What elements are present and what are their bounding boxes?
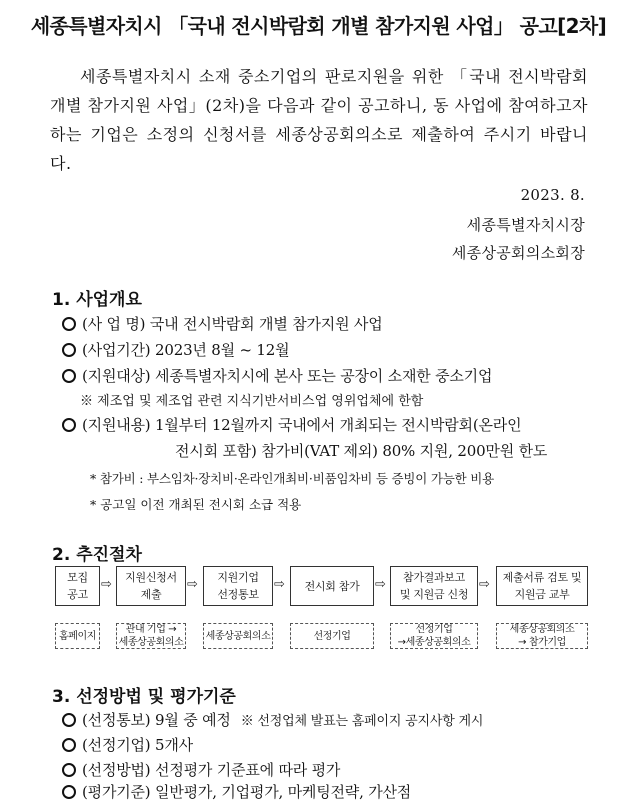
actor-company-to-chamber: 선정기업 →세종상공회의소 [390, 623, 478, 649]
actor-homepage: 홈페이지 [55, 623, 100, 649]
item-text: (선정기업) 5개사 [82, 736, 193, 754]
step-review-payment: 제출서류 검토 및 지원금 교부 [496, 566, 588, 606]
step-selection-notice: 지원기업 선정통보 [203, 566, 273, 606]
actor-selected-company: 선정기업 [290, 623, 374, 649]
item-text: (평가기준) 일반평가, 기업평가, 마케팅전략, 가산점 [82, 783, 412, 801]
section1-heading: 1. 사업개요 [52, 290, 142, 310]
circle-bullet-icon [62, 713, 76, 727]
target-note: ※ 제조업 및 제조업 관련 지식기반서비스업 영위업체에 한함 [80, 394, 424, 409]
section1-item-target [62, 365, 492, 386]
section3-item-criteria [62, 781, 411, 802]
actor-applicant: 관내 기업 → 세종상공회의소 [116, 623, 186, 649]
section1-item-name [62, 313, 383, 334]
item-text: (선정방법) 선정평가 기준표에 따라 평가 [82, 761, 341, 779]
step-recruit-notice: 모집 공고 [55, 566, 100, 606]
page-title: 세종특별자치시 「국내 전시박람회 개별 참가지원 사업」 공고[2차] [30, 14, 607, 38]
circle-bullet-icon [62, 418, 76, 432]
item-text: (지원내용) 1월부터 12월까지 국내에서 개최되는 전시박람회(온라인 [82, 416, 522, 434]
item-text: (사 업 명) 국내 전시박람회 개별 참가지원 사업 [82, 315, 383, 333]
circle-bullet-icon [62, 763, 76, 777]
circle-bullet-icon [62, 369, 76, 383]
arrow-icon: ⇨ [274, 577, 285, 592]
circle-bullet-icon [62, 343, 76, 357]
intro-text: 세종특별자치시 소재 중소기업의 판로지원을 위한 「국내 전시박람회 개별 참가지원 사업」(2차)을 다음과 같이 공고하니, 동 사업에 참여하고자 하는 기업은 소정의 신청서를 세종상공회의소로 제출하여 주시기 바랍니다. [50, 67, 588, 173]
item-text: (지원대상) 세종특별자치시에 본사 또는 공장이 소재한 중소기업 [82, 367, 493, 385]
notice-note: ※ 선정업체 발표는 홈페이지 공지사항 게시 [240, 714, 484, 729]
issuer-chamber: 세종상공회의소회장 [451, 244, 585, 262]
cost-note: * 참가비 : 부스임차·장치비·온라인개최비·비품임차비 등 증빙이 가능한 비용 [90, 471, 495, 486]
arrow-icon: ⇨ [375, 577, 386, 592]
section2-heading: 2. 추진절차 [52, 545, 142, 565]
arrow-icon: ⇨ [479, 577, 490, 592]
circle-bullet-icon [62, 738, 76, 752]
section1-item-period [62, 339, 289, 360]
step-application: 지원신청서 제출 [116, 566, 186, 606]
arrow-icon: ⇨ [101, 577, 112, 592]
notice-date: 2023. 8. [520, 186, 585, 204]
section3-heading: 3. 선정방법 및 평가기준 [52, 687, 236, 707]
item-text: (사업기간) 2023년 8월 ~ 12월 [82, 341, 290, 359]
section1-item-content [62, 414, 521, 435]
item-text: (선정통보) 9월 중 예정 [82, 711, 231, 729]
intro-paragraph [50, 62, 588, 178]
section3-item-count [62, 734, 193, 755]
actor-chamber: 세종상공회의소 [203, 623, 273, 649]
arrow-icon: ⇨ [187, 577, 198, 592]
circle-bullet-icon [62, 317, 76, 331]
issuer-mayor: 세종특별자치시장 [466, 216, 585, 234]
section3-item-method [62, 759, 340, 780]
section3-item-notice [62, 709, 483, 730]
content-continuation: 전시회 포함) 참가비(VAT 제외) 80% 지원, 200만원 한도 [175, 442, 548, 460]
actor-chamber-to-company: 세종상공회의소 → 참가기업 [496, 623, 588, 649]
circle-bullet-icon [62, 785, 76, 799]
retroactive-note: * 공고일 이전 개최된 전시회 소급 적용 [90, 497, 302, 512]
step-exhibition: 전시회 참가 [290, 566, 374, 606]
step-result-report: 참가결과보고 및 지원금 신청 [390, 566, 478, 606]
